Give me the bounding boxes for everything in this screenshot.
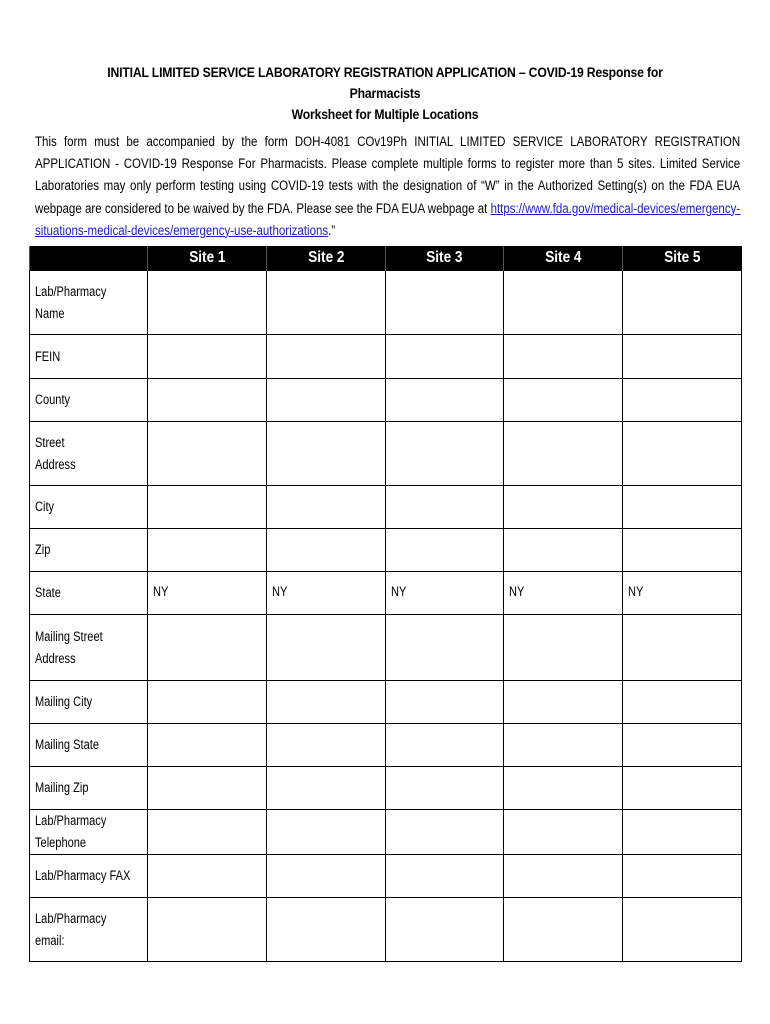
site-4-entry-cell[interactable] xyxy=(504,422,623,486)
site-1-entry-cell[interactable] xyxy=(148,898,267,962)
row-label-cell xyxy=(30,422,148,486)
site-worksheet-table xyxy=(29,246,742,962)
row-label: Lab/Pharmacy FAX xyxy=(35,868,131,883)
header-site-label: Site 1 xyxy=(188,249,226,266)
site-1-entry-cell[interactable] xyxy=(148,379,267,422)
site-5-entry-cell[interactable] xyxy=(623,379,742,422)
header-site-label: Site 3 xyxy=(426,249,463,266)
table-header-row xyxy=(30,246,742,271)
row-label-cell xyxy=(30,572,148,615)
site-5-entry-cell[interactable] xyxy=(623,422,742,486)
row-label-cell xyxy=(30,335,148,379)
site-1-entry-cell[interactable] xyxy=(148,681,267,724)
header-site-2 xyxy=(267,246,386,271)
site-2-entry-cell[interactable] xyxy=(267,810,386,855)
site-3-entry-cell[interactable] xyxy=(386,898,504,962)
table-row xyxy=(30,379,742,422)
table-row xyxy=(30,615,742,681)
header-site-4 xyxy=(504,246,623,271)
row-label-cell xyxy=(30,379,148,422)
site-3-entry-cell[interactable] xyxy=(386,724,504,767)
row-label: Mailing City xyxy=(35,694,93,709)
site-4-entry-cell[interactable] xyxy=(504,810,623,855)
site-5-entry-cell[interactable] xyxy=(623,724,742,767)
site-5-entry-cell[interactable] xyxy=(623,898,742,962)
site-2-entry-cell[interactable] xyxy=(267,898,386,962)
site-3-entry-cell[interactable] xyxy=(386,529,504,572)
row-label: City xyxy=(35,499,55,514)
row-label: Mailing Street Address xyxy=(35,628,103,666)
site-4-entry-cell[interactable] xyxy=(504,486,623,529)
site-3-entry-cell[interactable] xyxy=(386,379,504,422)
table-row xyxy=(30,335,742,379)
site-1-entry-cell[interactable] xyxy=(148,335,267,379)
row-label: Zip xyxy=(35,542,51,557)
cell-value: NY xyxy=(153,584,169,599)
site-2-entry-cell[interactable] xyxy=(267,767,386,810)
table-row xyxy=(30,810,742,855)
site-3-entry-cell[interactable] xyxy=(386,810,504,855)
row-label-cell xyxy=(30,855,148,898)
row-label: Street Address xyxy=(35,434,76,472)
table-row xyxy=(30,898,742,962)
table-row xyxy=(30,572,742,615)
intro-text: This form must be accompanied by the form DOH-4081 COv19Ph INITIAL LIMITED SERVICE LABORATORY REGISTRATION APPLICATION - COVID-19 Response For Pharmacists. Please complete multiple forms to register more than 5 sites. Limited Service Laboratories may only perform testing using COVID-19 tests with the designation of “W” in the Authorized Setting(s) on the FDA EUA webpage are considered to be waived by the FDA. Please see the FDA EUA webpage at xyxy=(35,134,741,216)
document-title xyxy=(80,63,691,126)
site-1-entry-cell[interactable] xyxy=(148,271,267,335)
site-5-entry-cell[interactable] xyxy=(623,810,742,855)
site-2-entry-cell[interactable] xyxy=(267,572,386,615)
site-3-entry-cell[interactable] xyxy=(386,681,504,724)
table-row xyxy=(30,271,742,335)
site-3-entry-cell[interactable] xyxy=(386,271,504,335)
site-4-entry-cell[interactable] xyxy=(504,898,623,962)
table-row xyxy=(30,767,742,810)
site-2-entry-cell[interactable] xyxy=(267,335,386,379)
header-site-3 xyxy=(386,246,504,271)
site-3-entry-cell[interactable] xyxy=(386,335,504,379)
site-1-entry-cell[interactable] xyxy=(148,855,267,898)
row-label: Lab/Pharmacy Name xyxy=(35,283,107,321)
site-5-entry-cell[interactable] xyxy=(623,855,742,898)
site-5-entry-cell[interactable] xyxy=(623,335,742,379)
table-row xyxy=(30,681,742,724)
row-label-cell xyxy=(30,615,148,681)
header-blank xyxy=(30,246,148,271)
cell-value: NY xyxy=(628,584,644,599)
row-label: Lab/Pharmacy email: xyxy=(35,910,107,948)
row-label-cell xyxy=(30,898,148,962)
site-3-entry-cell[interactable] xyxy=(386,486,504,529)
intro-suffix: .” xyxy=(328,222,336,238)
site-2-entry-cell[interactable] xyxy=(267,422,386,486)
site-5-entry-cell[interactable] xyxy=(623,615,742,681)
row-label: State xyxy=(35,585,61,600)
row-label: FEIN xyxy=(35,348,61,364)
row-label-cell xyxy=(30,724,148,767)
site-5-entry-cell[interactable] xyxy=(623,486,742,529)
table-row xyxy=(30,855,742,898)
table-row xyxy=(30,486,742,529)
site-1-entry-cell[interactable] xyxy=(148,767,267,810)
header-site-label: Site 5 xyxy=(664,249,701,266)
site-4-entry-cell[interactable] xyxy=(504,681,623,724)
site-1-entry-cell[interactable] xyxy=(148,615,267,681)
row-label: Mailing Zip xyxy=(35,780,89,795)
row-label: Mailing State xyxy=(35,737,99,752)
site-4-entry-cell[interactable] xyxy=(504,855,623,898)
site-2-entry-cell[interactable] xyxy=(267,271,386,335)
site-2-entry-cell[interactable] xyxy=(267,855,386,898)
title-line-1: INITIAL LIMITED SERVICE LABORATORY REGISTRATION APPLICATION – COVID-19 Response for Pharmacists xyxy=(107,65,663,102)
site-2-entry-cell[interactable] xyxy=(267,529,386,572)
header-site-1 xyxy=(148,246,267,271)
row-label: Lab/Pharmacy Telephone xyxy=(35,813,107,850)
table-row xyxy=(30,529,742,572)
site-4-entry-cell[interactable] xyxy=(504,572,623,615)
site-2-entry-cell[interactable] xyxy=(267,379,386,422)
site-1-entry-cell[interactable] xyxy=(148,810,267,855)
header-site-label: Site 4 xyxy=(544,249,582,266)
site-1-entry-cell[interactable] xyxy=(148,529,267,572)
row-label-cell xyxy=(30,681,148,724)
site-5-entry-cell[interactable] xyxy=(623,767,742,810)
table-row xyxy=(30,422,742,486)
site-5-entry-cell[interactable] xyxy=(623,271,742,335)
cell-value: NY xyxy=(509,584,525,599)
site-3-entry-cell[interactable] xyxy=(386,572,504,615)
site-5-entry-cell[interactable] xyxy=(623,529,742,572)
title-line-2: Worksheet for Multiple Locations xyxy=(291,107,479,123)
site-3-entry-cell[interactable] xyxy=(386,855,504,898)
site-4-entry-cell[interactable] xyxy=(504,529,623,572)
row-label-cell xyxy=(30,529,148,572)
site-5-entry-cell[interactable] xyxy=(623,572,742,615)
header-site-label: Site 2 xyxy=(307,249,345,266)
site-4-entry-cell[interactable] xyxy=(504,767,623,810)
site-3-entry-cell[interactable] xyxy=(386,767,504,810)
site-4-entry-cell[interactable] xyxy=(504,615,623,681)
site-1-entry-cell[interactable] xyxy=(148,486,267,529)
site-3-entry-cell[interactable] xyxy=(386,615,504,681)
intro-paragraph xyxy=(35,131,740,242)
site-5-entry-cell[interactable] xyxy=(623,681,742,724)
row-label-cell xyxy=(30,810,148,855)
cell-value: NY xyxy=(391,584,407,599)
row-label-cell xyxy=(30,767,148,810)
site-4-entry-cell[interactable] xyxy=(504,271,623,335)
site-2-entry-cell[interactable] xyxy=(267,724,386,767)
site-2-entry-cell[interactable] xyxy=(267,615,386,681)
site-4-entry-cell[interactable] xyxy=(504,335,623,379)
site-1-entry-cell[interactable] xyxy=(148,572,267,615)
header-site-5 xyxy=(623,246,742,271)
row-label: County xyxy=(35,392,71,407)
site-4-entry-cell[interactable] xyxy=(504,379,623,422)
site-2-entry-cell[interactable] xyxy=(267,681,386,724)
site-1-entry-cell[interactable] xyxy=(148,724,267,767)
site-3-entry-cell[interactable] xyxy=(386,422,504,486)
site-1-entry-cell[interactable] xyxy=(148,422,267,486)
table-row xyxy=(30,724,742,767)
fda-eua-link[interactable]: https://www.fda.gov/medical-devices/emergency-situations-medical-devices/emergency-use-authorizations xyxy=(35,200,741,238)
site-2-entry-cell[interactable] xyxy=(267,486,386,529)
row-label-cell xyxy=(30,486,148,529)
row-label-cell xyxy=(30,271,148,335)
cell-value: NY xyxy=(272,584,288,599)
site-4-entry-cell[interactable] xyxy=(504,724,623,767)
